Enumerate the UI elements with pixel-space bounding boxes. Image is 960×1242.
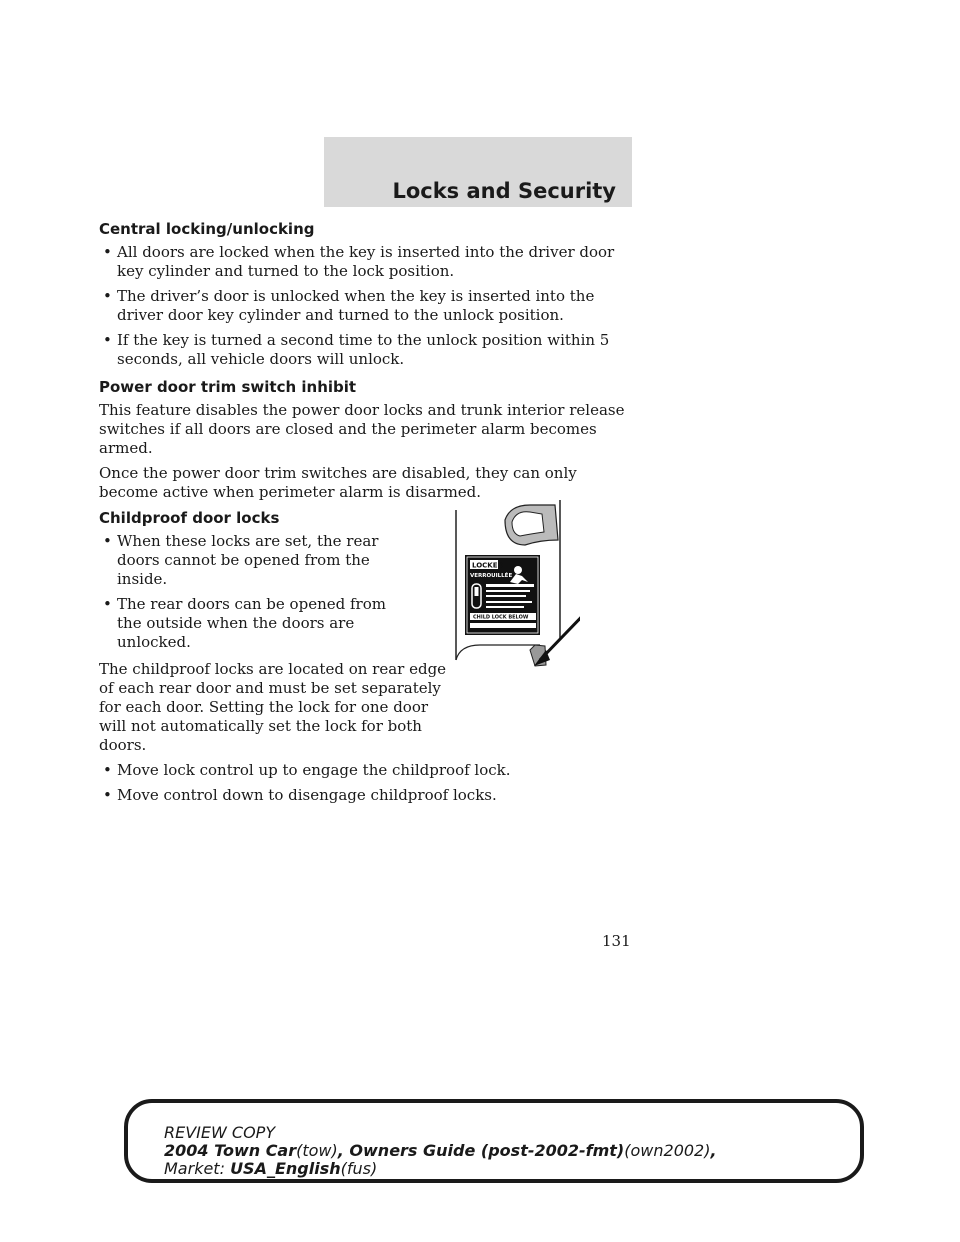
list-item: • All doors are locked when the key is inserted into the driver door key cylinder and turned to the lock position. — [99, 243, 639, 281]
section-title: Locks and Security — [392, 179, 616, 203]
header-band — [324, 137, 632, 207]
paragraph-childproof-location: The childproof locks are located on rear edge of each rear door and must be set separately for each door. Setting the lock for one door will not automatically set the lock for both doors. — [99, 660, 447, 754]
childproof-lock-illustration — [450, 500, 580, 670]
central-locking-list — [99, 243, 639, 369]
label-verrouille: VERROUILLÉE — [470, 573, 513, 579]
paragraph: This feature disables the power door locks and trunk interior release switches if all doors are closed and the perimeter alarm becomes armed. — [99, 401, 625, 457]
footer-guide-code: (own2002) — [624, 1141, 711, 1160]
heading-childproof-locks: Childproof door locks — [99, 509, 280, 527]
footer-model-code: (tow) — [296, 1141, 338, 1160]
list-item: • When these locks are set, the rear doors cannot be opened from the inside. — [99, 532, 399, 589]
page-number: 131 — [602, 932, 631, 950]
heading-central-locking: Central locking/unlocking — [99, 220, 315, 238]
footer-guide: , Owners Guide (post-2002-fmt) — [337, 1141, 625, 1160]
paragraph: Once the power door trim switches are disabled, they can only become active when perimeter alarm is disarmed. — [99, 464, 577, 501]
list-item: • If the key is turned a second time to the unlock position within 5 seconds, all vehicle doors will unlock. — [99, 331, 639, 369]
footer-review-copy — [164, 1124, 717, 1178]
label-child-lock: CHILD LOCK BELOW — [473, 614, 529, 621]
list-item: • Move lock control up to engage the childproof lock. — [99, 761, 639, 780]
review-copy-label: REVIEW COPY — [164, 1123, 276, 1142]
footer-market-label: Market: — [164, 1159, 225, 1178]
list-item: • The rear doors can be opened from the outside when the doors are unlocked. — [99, 595, 399, 652]
footer-market-code: (fus) — [340, 1159, 378, 1178]
list-item: • The driver’s door is unlocked when the key is inserted into the driver door key cylinder and turned to the unlock position. — [99, 287, 639, 325]
footer-market: USA_English — [230, 1159, 341, 1178]
footer-line-2: 2004 Town Car(tow), Owners Guide (post-2002-fmt)(own2002), — [164, 1141, 717, 1160]
heading-trim-switch-inhibit: Power door trim switch inhibit — [99, 378, 357, 396]
childproof-control-list — [99, 761, 639, 805]
footer-model: 2004 Town Car — [164, 1141, 297, 1160]
label-locked: LOCKED — [472, 561, 504, 570]
childproof-list — [99, 532, 399, 652]
footer-line-3 — [164, 1160, 717, 1178]
list-item: • Move control down to disengage childproof locks. — [99, 786, 639, 805]
